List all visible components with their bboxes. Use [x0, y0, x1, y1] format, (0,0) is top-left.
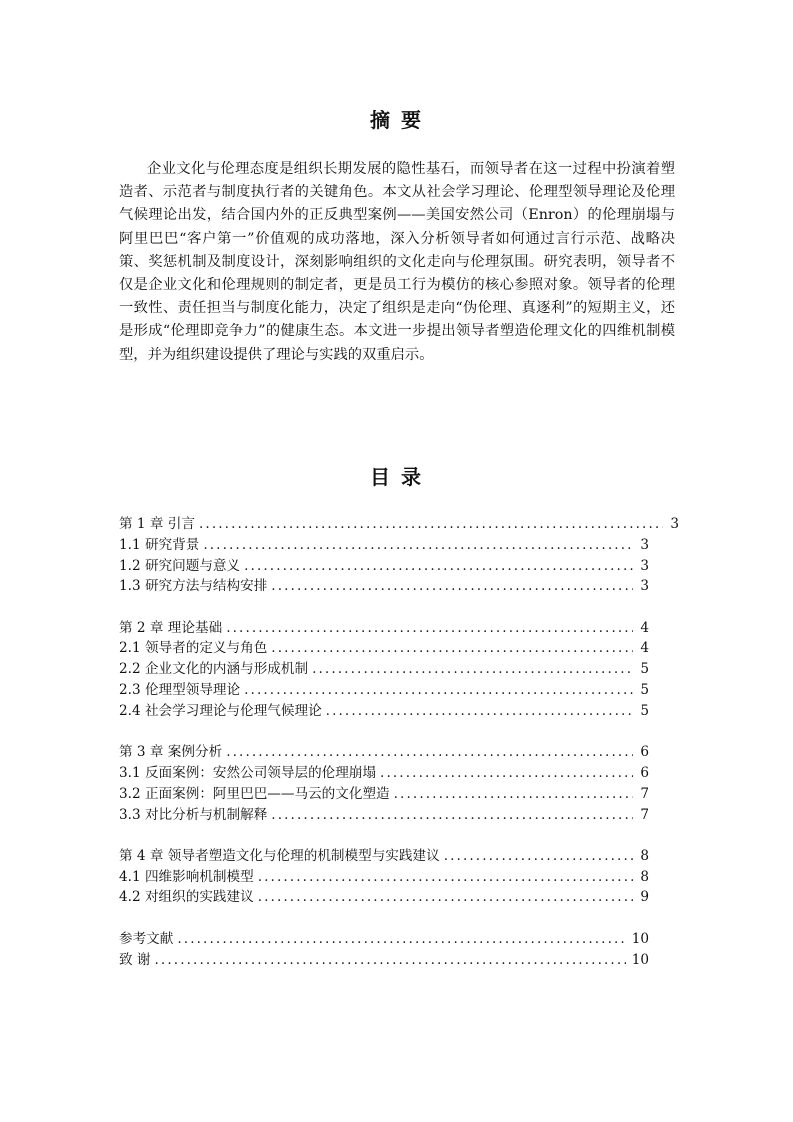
toc-leader-dots: [271, 576, 633, 597]
toc-entry-title: 第 3 章 案例分析: [119, 744, 223, 761]
toc-entry-title: 2.4 社会学习理论与伦理气候理论: [119, 702, 322, 719]
toc-entry-page: 10: [631, 930, 649, 947]
toc-entry[interactable]: [119, 742, 679, 763]
toc-entry-title: 3.2 正面案例：阿里巴巴——马云的文化塑造: [119, 785, 390, 802]
toc-entry[interactable]: [119, 556, 679, 577]
toc-leader-dots: [226, 618, 633, 639]
toc-entry-page: 10: [631, 951, 649, 968]
toc-entry[interactable]: [119, 763, 679, 784]
toc-entry-page: 4: [640, 619, 649, 636]
toc-entry-title: 第 1 章 引言: [119, 516, 195, 532]
toc-leader-dots: [226, 742, 633, 763]
toc-entry-title: 第 2 章 理论基础: [119, 619, 223, 636]
toc-entry-title: 1.2 研究问题与意义: [119, 557, 241, 574]
toc-leader-dots: [380, 763, 633, 784]
toc-leader-dots: [177, 929, 625, 950]
abstract-body: 企业文化与伦理态度是组织长期发展的隐性基石，而领导者在这一过程中扮演着塑造者、示范者与制度执行者的关键角色。本文从社会学习理论、伦理型领导理论及伦理气候理论出发，结合国内外的正反典型案例——美国安然公司（Enron）的伦理崩塌与阿里巴巴“客户第一”价值观的成功落地，深入分析领导者如何通过言行示范、战略决策、奖惩机制及制度设计，深刻影响组织的文化走向与伦理氛围。研究表明，领导者不仅是企业文化和伦理规则的制定者，更是员工行为模仿的核心参照对象。领导者的伦理一致性、责任担当与制度化能力，决定了组织是走向“伪伦理、真逐利”的短期主义，还是形成“伦理即竞争力”的健康生态。本文进一步提出领导者塑造伦理文化的四维机制模型，并为组织建设提供了理论与实践的双重启示。: [119, 161, 675, 363]
toc-entry[interactable]: [119, 535, 679, 556]
toc-entry-title: 3.1 反面案例：安然公司领导层的伦理崩塌: [119, 764, 377, 781]
toc-entry-title: 2.3 伦理型领导理论: [119, 682, 241, 699]
toc-group-chapter-3: [119, 742, 679, 825]
toc-entry-title: 参考文献: [119, 930, 174, 947]
toc-entry-title: 致 谢: [119, 951, 151, 968]
toc-entry[interactable]: [119, 680, 679, 701]
toc-leader-dots: [271, 805, 633, 826]
toc-entry-title: 3.3 对比分析与机制解释: [119, 806, 268, 823]
toc-entry-title: 2.1 领导者的定义与角色: [119, 640, 268, 657]
table-of-contents: [119, 514, 679, 991]
toc-entry[interactable]: [119, 701, 679, 722]
toc-entry-page: 8: [640, 847, 649, 864]
toc-leader-dots: [258, 867, 633, 888]
toc-entry[interactable]: [119, 784, 679, 805]
toc-entry-page: 6: [640, 744, 649, 761]
toc-leader-dots: [394, 784, 633, 805]
toc-group-chapter-2: [119, 618, 679, 722]
toc-entry-page: 5: [640, 682, 649, 699]
toc-entry-title: 第 4 章 领导者塑造文化与伦理的机制模型与实践建议: [119, 847, 440, 864]
toc-entry-page: 3: [640, 557, 649, 574]
toc-entry-page: 3: [640, 536, 649, 553]
toc-entry-title: 1.1 研究背景: [119, 536, 200, 553]
toc-leader-dots: [271, 638, 633, 659]
toc-entry[interactable]: [119, 929, 679, 950]
toc-leader-dots: [326, 701, 633, 722]
toc-leader-dots: [244, 556, 633, 577]
toc-entry-page: 5: [640, 661, 649, 678]
toc-entry[interactable]: [119, 846, 679, 867]
toc-leader-dots: [444, 846, 633, 867]
toc-leader-dots: [155, 950, 626, 971]
toc-entry-page: 4: [640, 640, 649, 657]
toc-entry-page: 3: [640, 578, 649, 595]
toc-group-backmatter: [119, 929, 679, 971]
toc-entry-page: 7: [640, 806, 649, 823]
toc-title: 目 录: [370, 465, 423, 489]
toc-entry-page: 9: [640, 889, 649, 906]
toc-entry[interactable]: [119, 638, 679, 659]
toc-entry-title: 1.3 研究方法与结构安排: [119, 578, 268, 595]
toc-entry[interactable]: [119, 576, 679, 597]
toc-entry-page: 7: [640, 785, 649, 802]
toc-entry[interactable]: [119, 867, 679, 888]
toc-leader-dots: [244, 680, 633, 701]
toc-entry-page: 6: [640, 764, 649, 781]
toc-group-chapter-1: [119, 514, 679, 597]
abstract-title: 摘 要: [370, 108, 423, 132]
toc-entry[interactable]: [119, 805, 679, 826]
toc-group-chapter-4: [119, 846, 679, 908]
toc-entry-page: 5: [640, 702, 649, 719]
toc-leader-dots: [199, 514, 663, 535]
toc-entry[interactable]: [119, 950, 679, 971]
toc-entry-page: 8: [640, 868, 649, 885]
toc-entry[interactable]: [119, 659, 679, 680]
toc-leader-dots: [258, 887, 633, 908]
toc-entry-title: 4.2 对组织的实践建议: [119, 889, 254, 906]
toc-entry-title: 4.1 四维影响机制模型: [119, 868, 254, 885]
toc-entry-title: 2.2 企业文化的内涵与形成机制: [119, 661, 309, 678]
toc-entry[interactable]: [119, 514, 679, 535]
toc-entry-page: 3: [670, 516, 679, 532]
toc-leader-dots: [203, 535, 633, 556]
toc-entry[interactable]: [119, 887, 679, 908]
toc-leader-dots: [312, 659, 633, 680]
toc-entry[interactable]: [119, 618, 679, 639]
